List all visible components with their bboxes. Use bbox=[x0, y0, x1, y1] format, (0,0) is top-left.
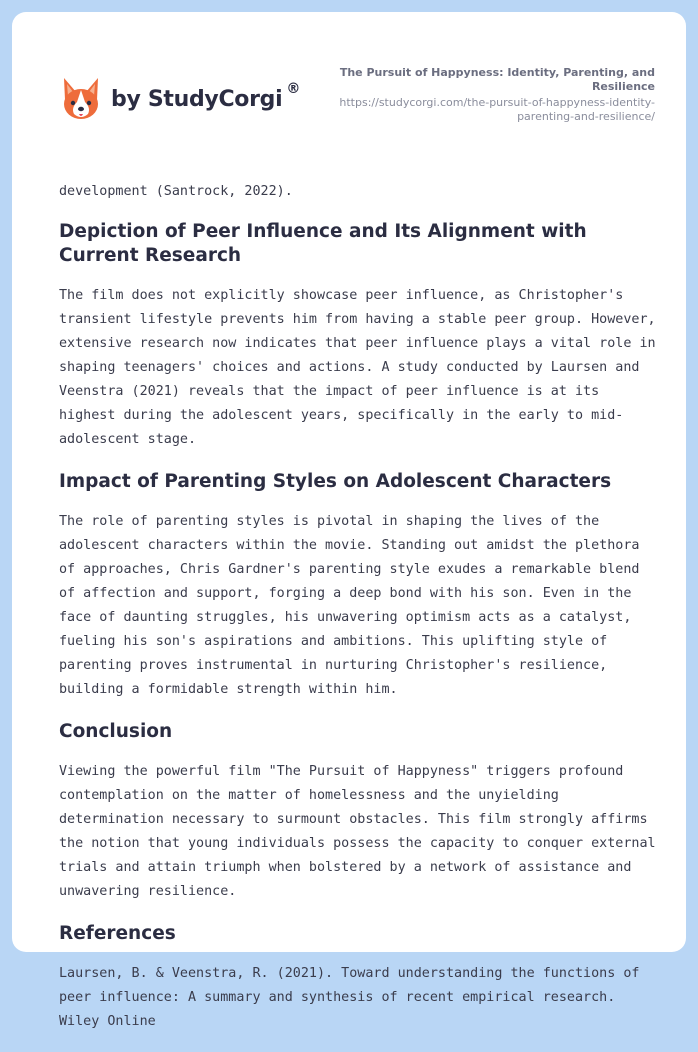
document-page bbox=[12, 12, 686, 1029]
document-title: The Pursuit of Happyness: Identity, Parenting, and Resilience bbox=[339, 66, 655, 93]
registered-mark: ® bbox=[286, 81, 301, 97]
logo-text: by StudyCorgi bbox=[111, 86, 283, 112]
page-header bbox=[12, 12, 686, 152]
intro-tail-text: development (Santrock, 2022). bbox=[59, 184, 293, 199]
document-url[interactable]: https://studycorgi.com/the-pursuit-of-happyness-identity-parenting-and-resilience/ bbox=[339, 96, 655, 123]
document-body bbox=[59, 180, 659, 1052]
section-body-parenting-styles: The role of parenting styles is pivotal in shaping the lives of the adolescent characters within the movie. Standing out amidst the plethora of approaches, Chris Gardner's parenting style exudes a remarkable blend of affection and support, forging a deep bond with his son. Even in the face of daunting struggles, his unwavering optimism acts as a catalyst, fueling his son's aspirations and ambitions. This uplifting style of parenting proves instrumental in nurturing Christopher's resilience, building a formidable strength within him. bbox=[59, 514, 640, 697]
reference-entry: Laursen, B. & Veenstra, R. (2021). Toward understanding the functions of peer influence: A summary and synthesis of recent empirical research. Wiley Online bbox=[59, 966, 640, 1029]
section-heading-parenting-styles: Impact of Parenting Styles on Adolescent Characters bbox=[59, 471, 612, 492]
section-heading-peer-influence: Depiction of Peer Influence and Its Alignment with Current Research bbox=[59, 221, 587, 266]
section-heading-references: References bbox=[59, 923, 176, 944]
section-body-peer-influence: The film does not explicitly showcase peer influence, as Christopher's transient lifestyle prevents him from having a stable peer group. However, extensive research now indicates that peer influence plays a vital role in shaping teenagers' choices and actions. A study conducted by Laursen and Veenstra (2021) reveals that the impact of peer influence is at its highest during the adolescent years, specifically in the early to mid-adolescent stage. bbox=[59, 288, 656, 447]
document-meta bbox=[315, 66, 655, 124]
studycorgi-logo[interactable] bbox=[61, 76, 300, 122]
section-heading-conclusion: Conclusion bbox=[59, 721, 173, 742]
corgi-icon bbox=[61, 76, 101, 122]
section-body-conclusion: Viewing the powerful film "The Pursuit of Happyness" triggers profound contemplation on the matter of homelessness and the unyielding determination necessary to surmount obstacles. This film strongly affirms the notion that young individuals possess the capacity to conquer external trials and attain triumph when bolstered by a network of assistance and unwavering resilience. bbox=[59, 764, 656, 899]
